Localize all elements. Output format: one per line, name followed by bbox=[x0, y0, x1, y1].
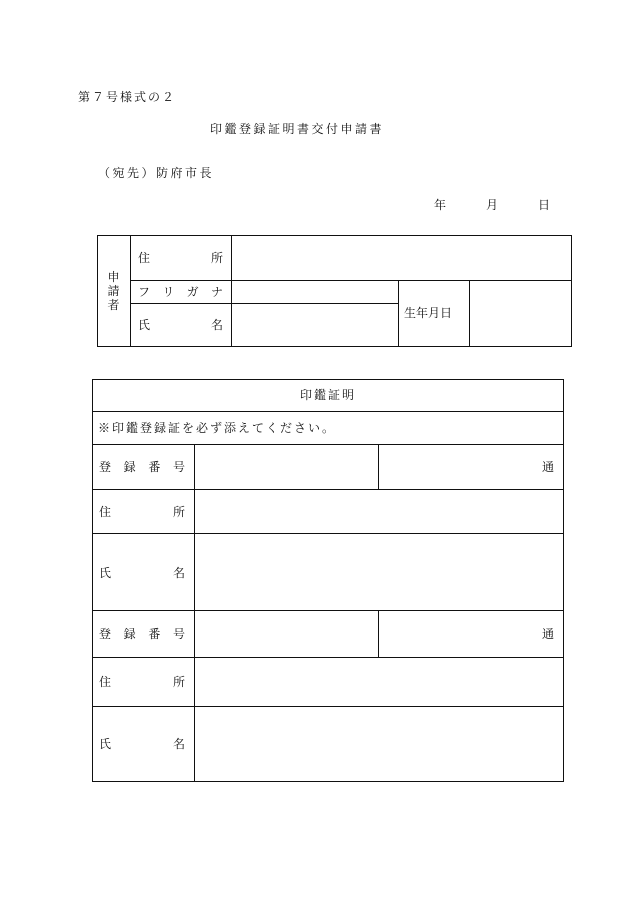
registration-number-label: 登 録 番 号 bbox=[99, 460, 185, 474]
seal-address-label: 住 所 bbox=[99, 675, 185, 689]
seal-name-field[interactable] bbox=[195, 707, 563, 781]
seal-name-label: 氏 名 bbox=[99, 566, 185, 580]
applicant-furigana-label: フ リ ガ ナ bbox=[138, 285, 223, 299]
applicant-label-char: 者 bbox=[107, 298, 120, 312]
applicant-furigana-field[interactable] bbox=[232, 281, 398, 303]
applicant-name-field[interactable] bbox=[232, 304, 398, 346]
birthdate-label: 生年月日 bbox=[404, 306, 453, 320]
seal-name-label: 氏 名 bbox=[99, 737, 185, 751]
applicant-label-char: 請 bbox=[107, 284, 120, 298]
copies-unit-label: 通 bbox=[542, 627, 555, 641]
date-day-label: 日 bbox=[538, 198, 551, 212]
registration-number-label: 登 録 番 号 bbox=[99, 627, 185, 641]
applicant-group-label bbox=[97, 235, 130, 347]
seal-address-field[interactable] bbox=[195, 658, 563, 706]
copies-field[interactable] bbox=[379, 611, 563, 657]
date-year-label: 年 bbox=[434, 198, 447, 212]
seal-certificate-heading: 印鑑証明 bbox=[299, 388, 356, 402]
copies-unit-label: 通 bbox=[542, 460, 555, 474]
registration-number-field[interactable] bbox=[195, 611, 378, 657]
table-divider bbox=[398, 280, 399, 347]
table-divider bbox=[92, 411, 564, 412]
seal-name-field[interactable] bbox=[195, 534, 563, 610]
table-divider bbox=[130, 235, 131, 347]
registration-number-field[interactable] bbox=[195, 445, 378, 489]
seal-address-label: 住 所 bbox=[99, 505, 185, 519]
birthdate-field[interactable] bbox=[470, 281, 571, 346]
applicant-label-char: 申 bbox=[107, 270, 120, 284]
form-number: 第７号様式の２ bbox=[78, 90, 177, 104]
applicant-address-field[interactable] bbox=[232, 236, 571, 280]
applicant-name-label: 氏 名 bbox=[138, 318, 223, 332]
document-title: 印鑑登録証明書交付申請書 bbox=[210, 122, 385, 136]
date-month-label: 月 bbox=[486, 198, 499, 212]
applicant-address-label: 住 所 bbox=[138, 251, 223, 265]
seal-address-field[interactable] bbox=[195, 490, 563, 533]
copies-field[interactable] bbox=[379, 445, 563, 489]
seal-notice: ※印鑑登録証を必ず添えてください。 bbox=[98, 421, 337, 435]
addressee: （宛先）防府市長 bbox=[98, 166, 215, 180]
